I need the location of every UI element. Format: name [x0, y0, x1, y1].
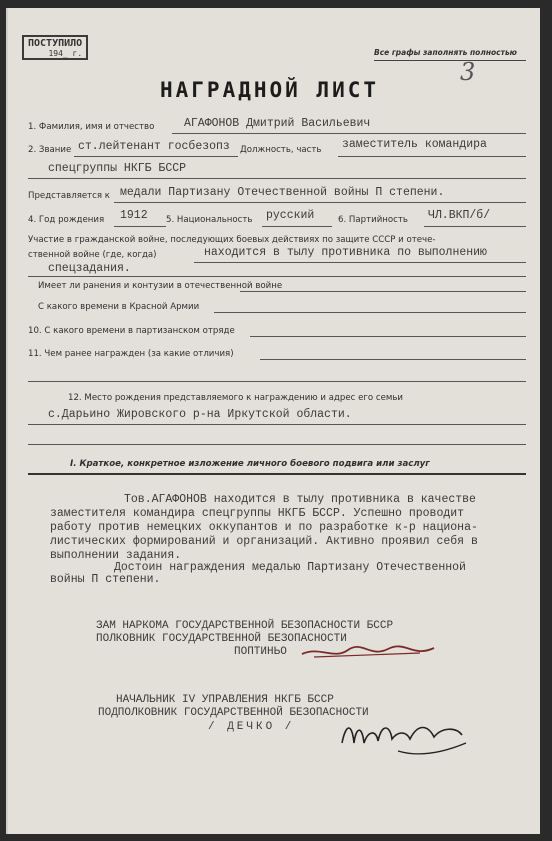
- field-birthplace-value: с.Дарьино Жировского р-на Иркутской области.: [48, 408, 352, 421]
- field-position-value-1: заместитель командира: [342, 138, 487, 151]
- field-awards-line: [260, 359, 526, 360]
- field-rank-value: ст.лейтенант госбезопз: [78, 140, 230, 153]
- feat-line-2: заместителя командира спецгруппы НКГБ БССР. Успешно проводит: [50, 507, 465, 520]
- field-birthplace-label: 12. Место рождения представляемого к награждению и адрес его семьи: [68, 393, 404, 403]
- signature-1-scribble: [300, 642, 438, 664]
- field-partisan-since-label: 10. С какого времени в партизанском отряде: [28, 326, 235, 336]
- field-nationality-label: 5. Национальность: [166, 215, 253, 225]
- feat-line-1: Тов.АГАФОНОВ находится в тылу противника в качестве: [124, 493, 476, 506]
- field-party-value: ЧЛ.ВКП/б/: [428, 209, 491, 222]
- feat-heading-rule: [28, 473, 526, 475]
- sign1-line-1: ЗАМ НАРКОМА ГОСУДАРСТВЕННОЙ БЕЗОПАСНОСТИ БССР: [96, 620, 394, 632]
- feat-line-5: выполнении задания.: [50, 549, 182, 562]
- feat-line-7: войны П степени.: [50, 573, 161, 586]
- field-birth-year-label: 4. Год рождения: [28, 215, 105, 225]
- header-note: Все графы заполнять полностью: [374, 48, 517, 57]
- feat-line-6: Достоин награждения медалью Партизану Отечественной: [114, 561, 466, 574]
- field-awards-line-2: [28, 381, 526, 382]
- field-service-line-1: [194, 262, 526, 263]
- stamp-label: ПОСТУПИЛО: [28, 38, 83, 49]
- field-name-value: АГАФОНОВ Дмитрий Васильевич: [184, 117, 371, 130]
- sign2-line-2: ПОДПОЛКОВНИК ГОСУДАРСТВЕННОЙ БЕЗОПАСНОСТИ: [98, 707, 369, 719]
- field-service-value-1: находится в тылу противника по выполнению: [204, 246, 487, 259]
- field-army-since-label: С какого времени в Красной Армии: [38, 302, 200, 312]
- header-rule: [374, 60, 526, 61]
- signature-2-scribble: [338, 713, 478, 761]
- field-presented-value: медали Партизану Отечественной войны П степени.: [120, 186, 445, 199]
- field-position-value-2: спецгруппы НКГБ БССР: [48, 162, 187, 175]
- field-position-line-1: [338, 156, 526, 157]
- field-partisan-since-line: [250, 336, 526, 337]
- field-name-line: [172, 133, 526, 134]
- field-service-label-2: ственной войне (где, когда): [28, 250, 157, 260]
- field-party-label: 6. Партийность: [338, 215, 408, 225]
- stamp-date-line: 194_ г.: [48, 49, 83, 58]
- field-wounds-label: Имеет ли ранения и контузии в отечественной войне: [38, 281, 283, 291]
- sign2-line-1: НАЧАЛЬНИК IV УПРАВЛЕНИЯ НКГБ БССР: [116, 694, 334, 706]
- page-title: НАГРАДНОЙ ЛИСТ: [160, 78, 380, 102]
- field-service-label-1: Участие в гражданской войне, последующих боевых действиях по защите СССР и отече-: [28, 235, 436, 245]
- field-rank-line: [74, 156, 238, 157]
- sign1-line-2: ПОЛКОВНИК ГОСУДАРСТВЕННОЙ БЕЗОПАСНОСТИ: [96, 633, 347, 645]
- field-awards-label: 11. Чем ранее награжден (за какие отличия): [28, 349, 234, 359]
- field-rank-label: 2. Звание: [28, 145, 72, 155]
- field-nationality-line: [262, 226, 332, 227]
- sign2-line-3: / ДЕЧКО /: [208, 721, 295, 733]
- field-army-since-line: [214, 312, 526, 313]
- field-wounds-line: [240, 291, 526, 292]
- page-number: 3: [460, 58, 476, 86]
- field-party-line: [424, 226, 526, 227]
- field-birthplace-line-2: [28, 444, 526, 445]
- field-position-label: Должность, часть: [240, 145, 322, 155]
- field-presented-label: Представляется к: [28, 191, 110, 201]
- received-stamp: [22, 35, 88, 60]
- sign1-line-3: ПОПТИНЬО: [234, 646, 287, 658]
- field-nationality-value: русский: [266, 209, 315, 222]
- field-birthplace-line: [28, 424, 526, 425]
- award-sheet: [6, 8, 540, 834]
- field-name-label: 1. Фамилия, имя и отчество: [28, 122, 155, 132]
- feat-heading: I. Краткое, конкретное изложение личного боевого подвига или заслуг: [70, 459, 430, 469]
- field-service-line-2: [28, 276, 526, 277]
- field-position-line-2: [28, 178, 526, 179]
- field-birth-year-line: [114, 226, 166, 227]
- feat-line-4: листических формирований и организаций. Активно проявил себя в: [50, 535, 478, 548]
- field-presented-line: [114, 202, 526, 203]
- field-service-value-2: спецзадания.: [48, 262, 131, 275]
- feat-line-3: работу против немецких оккупантов и по разработке к-р национа-: [50, 521, 478, 534]
- field-birth-year-value: 1912: [120, 209, 148, 222]
